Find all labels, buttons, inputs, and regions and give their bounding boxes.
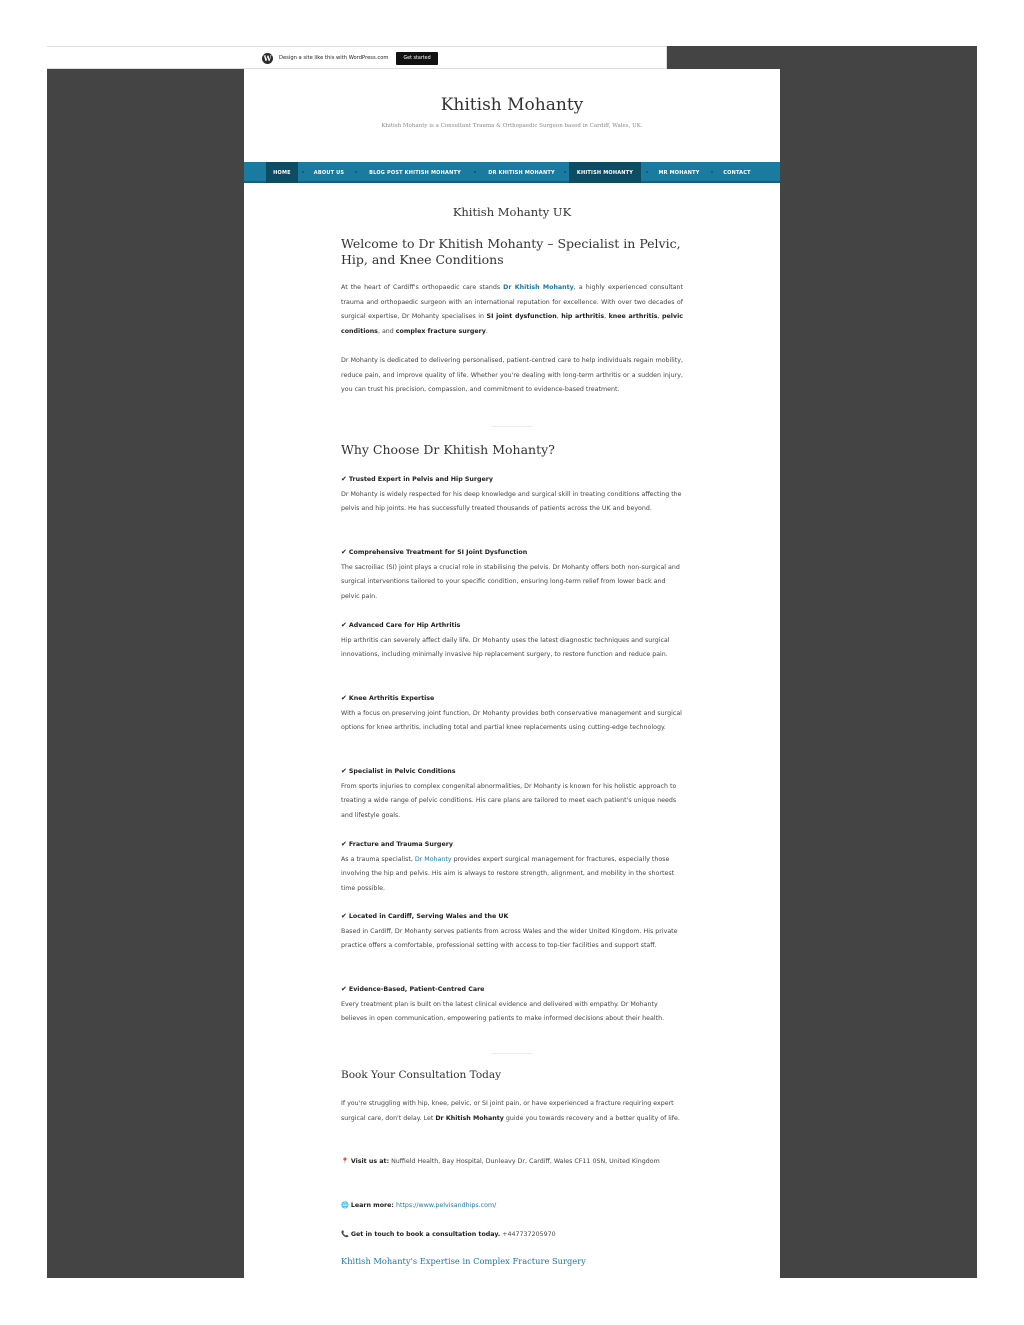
- learn-more: 🌐 Learn more: https://www.pelvisandhips.com/: [341, 1202, 497, 1209]
- book-paragraph: If you're struggling with hip, knee, pelvic, or SI joint pain, or have experienced a fracture requiring expert surgical care, don't delay. Let Dr Khitish Mohanty guide you towards recovery and a better quality of life.: [341, 1100, 680, 1122]
- nav-separator: [302, 171, 304, 173]
- checkmark-icon: ✔: [341, 694, 347, 702]
- why-item: ✔ Located in Cardiff, Serving Wales and the UK Based in Cardiff, Dr Mohanty serves patients from across Wales and the wider United Kingdom. His private practice offers a comfortable, professional setting with access to top-tier facilities and support staff.: [341, 912, 678, 950]
- why-item: ✔ Comprehensive Treatment for SI Joint Dysfunction The sacroiliac (SI) joint plays a crucial role in stabilising the pelvis. Dr Mohanty offers both non-surgical and surgical interventions tailored to your specific condition, ensuring long-term relief from lower back and pelvic pain.: [341, 548, 680, 600]
- welcome-paragraph-1: At the heart of Cardiff's orthopaedic care stands Dr Khitish Mohanty, a highly experienced consultant trauma and orthopaedic surgeon with an international reputation for excellence. With over two decades of surgical expertise, Dr Mohanty specialises in SI joint dysfunction, hip arthritis, knee arthritis, pelvic conditions, and complex fracture surgery.: [341, 284, 683, 335]
- dr-mohanty-link[interactable]: Dr Mohanty: [414, 855, 452, 863]
- checkmark-icon: ✔: [341, 767, 347, 775]
- visit-us: 📍 Visit us at: Nuffield Health, Bay Hospital, Dunleavy Dr, Cardiff, Wales CF11 0SN, United Kingdom: [341, 1158, 660, 1165]
- checkmark-icon: ✔: [341, 985, 347, 993]
- globe-icon: 🌐: [341, 1202, 349, 1209]
- phone-icon: 📞: [341, 1231, 349, 1238]
- why-item: ✔ Fracture and Trauma Surgery As a trauma specialist, Dr Mohanty provides expert surgical management for fractures, especially those involving the hip and pelvis. His aim is always to restore strength, alignment, and mobility in the shortest time possible.: [341, 840, 675, 892]
- site-description: Khitish Mohanty is a Consultant Trauma & Orthopaedic Surgeon based in Cardiff, Wales, UK.: [381, 123, 643, 129]
- pin-icon: 📍: [341, 1158, 349, 1165]
- wordpress-banner-text[interactable]: Design a site like this with WordPress.com: [279, 55, 389, 61]
- wordpress-banner: [47, 46, 667, 69]
- nav-separator: [355, 171, 357, 173]
- welcome-heading: Welcome to Dr Khitish Mohanty – Specialist in Pelvic, Hip, and Knee Conditions: [341, 236, 681, 267]
- next-post-link[interactable]: Khitish Mohanty's Expertise in Complex Fracture Surgery: [341, 1256, 586, 1266]
- nav-separator: [474, 171, 476, 173]
- nav-item-blog-post[interactable]: BLOG POST KHITISH MOHANTY: [369, 169, 461, 176]
- site-title[interactable]: Khitish Mohanty: [440, 95, 584, 115]
- nav-item-contact[interactable]: CONTACT: [723, 169, 751, 176]
- contact-phone: 📞 Get in touch to book a consultation today. +447737205970: [341, 1231, 556, 1238]
- nav-item-about-us[interactable]: ABOUT US: [313, 169, 345, 176]
- nav-separator: [711, 171, 713, 173]
- pelvisandhips-link[interactable]: https://www.pelvisandhips.com/: [395, 1202, 497, 1209]
- book-consultation-heading: Book Your Consultation Today: [341, 1069, 502, 1081]
- checkmark-icon: ✔: [341, 840, 347, 848]
- nav-separator: [564, 171, 566, 173]
- checkmark-icon: ✔: [341, 548, 347, 556]
- why-item: ✔ Specialist in Pelvic Conditions From sports injuries to complex congenital abnormalities, Dr Mohanty is known for his holistic approach to treating a wide range of pelvic conditions. His care plans are tailored to meet each patient's unique needs and lifestyle goals.: [341, 767, 677, 819]
- browser-viewport: [47, 46, 977, 1278]
- nav-separator: [646, 171, 648, 173]
- dr-khitish-mohanty-link[interactable]: Dr Khitish Mohanty: [503, 284, 574, 291]
- welcome-paragraph-2: Dr Mohanty is dedicated to delivering personalised, patient-centred care to help individuals regain mobility, reduce pain, and improve quality of life. Whether you're dealing with long-term arthritis or a sudden injury, you can trust his precision, compassion, and commitment to evidence-based treatment.: [341, 357, 683, 394]
- separator: [491, 1053, 533, 1054]
- entry-title: Khitish Mohanty UK: [452, 205, 572, 219]
- checkmark-icon: ✔: [341, 475, 347, 483]
- get-started-button[interactable]: Get started: [396, 52, 437, 65]
- why-item: ✔ Evidence-Based, Patient-Centred Care Every treatment plan is built on the latest clinical evidence and delivered with empathy. Dr Mohanty believes in open communication, empowering patients to make informed decisions about their health.: [341, 985, 665, 1023]
- wordpress-logo-icon[interactable]: W: [263, 53, 272, 63]
- why-choose-heading: Why Choose Dr Khitish Mohanty?: [341, 442, 555, 457]
- checkmark-icon: ✔: [341, 621, 347, 629]
- nav-item-mr-mohanty[interactable]: MR MOHANTY: [658, 169, 700, 176]
- separator: [491, 426, 533, 427]
- page-container: [244, 69, 780, 1278]
- nav-item-dr-khitish-mohanty[interactable]: DR KHITISH MOHANTY: [488, 169, 555, 176]
- checkmark-icon: ✔: [341, 912, 347, 920]
- why-item: ✔ Knee Arthritis Expertise With a focus on preserving joint function, Dr Mohanty provides both conservative management and surgical options for knee arthritis, including total and partial knee replacements using cutting-edge technology.: [341, 694, 682, 732]
- why-item: ✔ Advanced Care for Hip Arthritis Hip arthritis can severely affect daily life. Dr Mohanty uses the latest diagnostic techniques and surgical innovations, including minimally invasive hip replacement surgery, to restore function and reduce pain.: [341, 621, 670, 659]
- main-navigation: [244, 162, 780, 183]
- nav-item-khitish-mohanty[interactable]: KHITISH MOHANTY: [569, 162, 641, 183]
- why-item: ✔ Trusted Expert in Pelvis and Hip Surgery Dr Mohanty is widely respected for his deep knowledge and surgical skill in treating conditions affecting the pelvis and hip joints. He has successfully treated thousands of patients across the UK and beyond.: [341, 475, 682, 513]
- nav-item-home[interactable]: HOME: [266, 162, 298, 183]
